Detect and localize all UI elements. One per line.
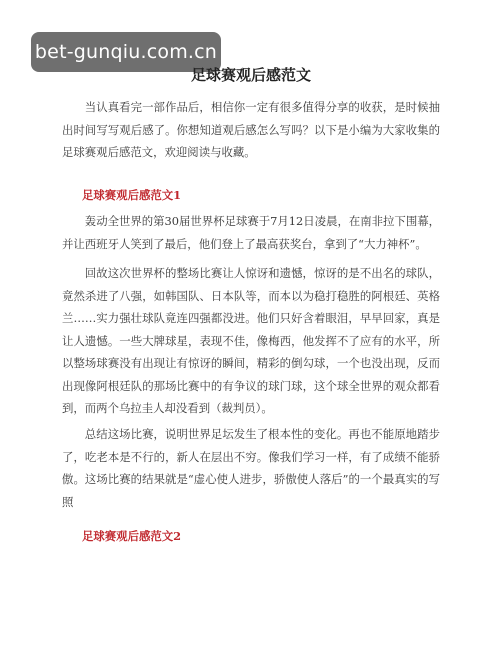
watermark-badge: bet-gunqiu.com.cn — [31, 32, 221, 72]
section1-paragraph-1: 轰动全世界的第30届世界杯足球赛于7月12日凌晨，在南非拉下围幕，并让西班牙人笑到了最后，他们登上了最高获奖台，拿到了“大力神杯”。 — [62, 214, 440, 251]
section-heading-1: 足球赛观后感范文1 — [82, 188, 182, 202]
section1-paragraph-3: 总结这场比赛，说明世界足坛发生了根本性的变化。再也不能原地踏步了，吃老本是不行的，新人在层出不穷。像我们学习一样，有了成绩不能骄傲。这场比赛的结果就是“虚心使人进步，骄傲使人落后”的一个最真实的写照 — [62, 427, 440, 509]
section1-paragraph-2: 回故这次世界杯的整场比赛让人惊讶和遗憾，惊讶的是不出名的球队，竟然杀进了八强，如韩国队、日本队等，而本以为稳打稳胜的阿根廷、英格兰……实力强壮球队竟连四强都没进。他们只好含着眼泪，早早回家，真是让人遗憾。一些大牌球星，表现不佳，像梅西，他发挥不了应有的水平，所以整场球赛没有出现让有惊讶的瞬间，精彩的倒勾球，一个也没出现，反而出现像阿根廷队的那场比赛中的有争议的球门球，这个球全世界的观众都看到，而两个乌拉圭人却没看到（裁判员）。 — [62, 266, 440, 415]
page-title: 足球赛观后感范文 — [190, 66, 311, 84]
intro-paragraph: 当认真看完一部作品后，相信你一定有很多值得分享的收获，是时候抽出时间写写观后感了。你想知道观后感怎么写吗？以下是小编为大家收集的足球赛观后感范文，欢迎阅读与收藏。 — [62, 100, 440, 159]
section-heading-2: 足球赛观后感范文2 — [82, 529, 182, 543]
